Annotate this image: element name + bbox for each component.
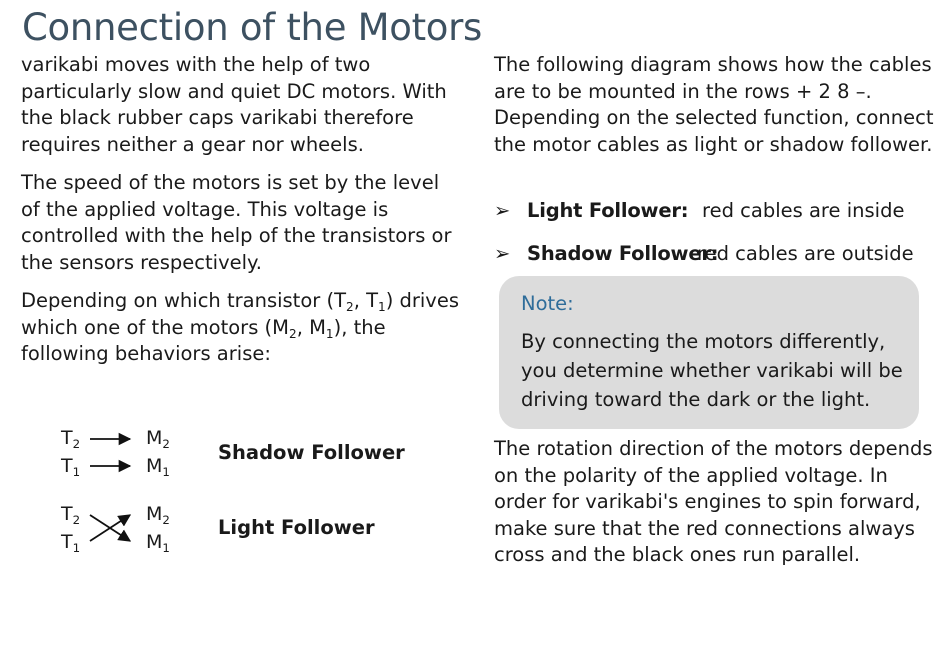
intro-paragraph: varikabi moves with the help of two particularly slow and quiet DC motors. With the black rubber caps varikabi therefore requires neither a gear nor wheels. [21,53,447,156]
bullet-label: Shadow Follower: [527,242,719,265]
note-box [499,276,919,429]
left-column [21,52,461,368]
label-m1-shadow: $M_1$ [146,455,170,479]
rotation-paragraph: The rotation direction of the motors depends on the polarity of the applied voltage. In order for varikabi's engines to spin forward, make sure that the red connections always cross and the black ones run parallel. [494,437,933,566]
label-m2-light: $M_2$ [146,503,170,527]
label-t2-shadow: $T_2$ [61,427,81,451]
right-column [494,52,934,158]
cable-paragraph: The following diagram shows how the cables are to be mounted in the rows + 2 8 –. Depending on the selected function, connect the motor cables as light or shadow follower. [494,53,934,156]
shadow-follower-label: Shadow Follower [218,441,405,464]
label-t2-light: $T_2$ [61,503,81,527]
note-label: Note: [521,292,574,315]
arrow-t2-m1-cross [90,515,130,541]
bullet-value: red cables are outside [697,242,914,265]
arrow-bullet-icon: ➢ [494,242,511,265]
label-t1-shadow: $T_1$ [61,455,81,479]
label-m1-light: $M_1$ [146,531,170,555]
light-follower-label: Light Follower [218,516,375,539]
page-title: Connection of the Motors [22,6,483,49]
arrow-bullet-icon: ➢ [494,199,511,222]
arrow-t1-m2-cross [90,515,130,541]
bullet-label: Light Follower: [527,199,689,222]
label-t1-light: $T_1$ [61,531,81,555]
bullet-value: red cables are inside [702,199,905,222]
speed-paragraph: The speed of the motors is set by the level of the applied voltage. This voltage is controlled with the help of the transistors or the sensors respectively. [21,171,452,274]
label-m2-shadow: $M_2$ [146,427,170,451]
behavior-paragraph: Depending on which transistor ($T_2$, $T_1$) drives which one of the motors ($M_2$, $M_1$), the following behaviors arise: [21,289,460,365]
note-text: By connecting the motors differently, you determine whether varikabi will be driving toward the dark or the light. [521,330,903,411]
